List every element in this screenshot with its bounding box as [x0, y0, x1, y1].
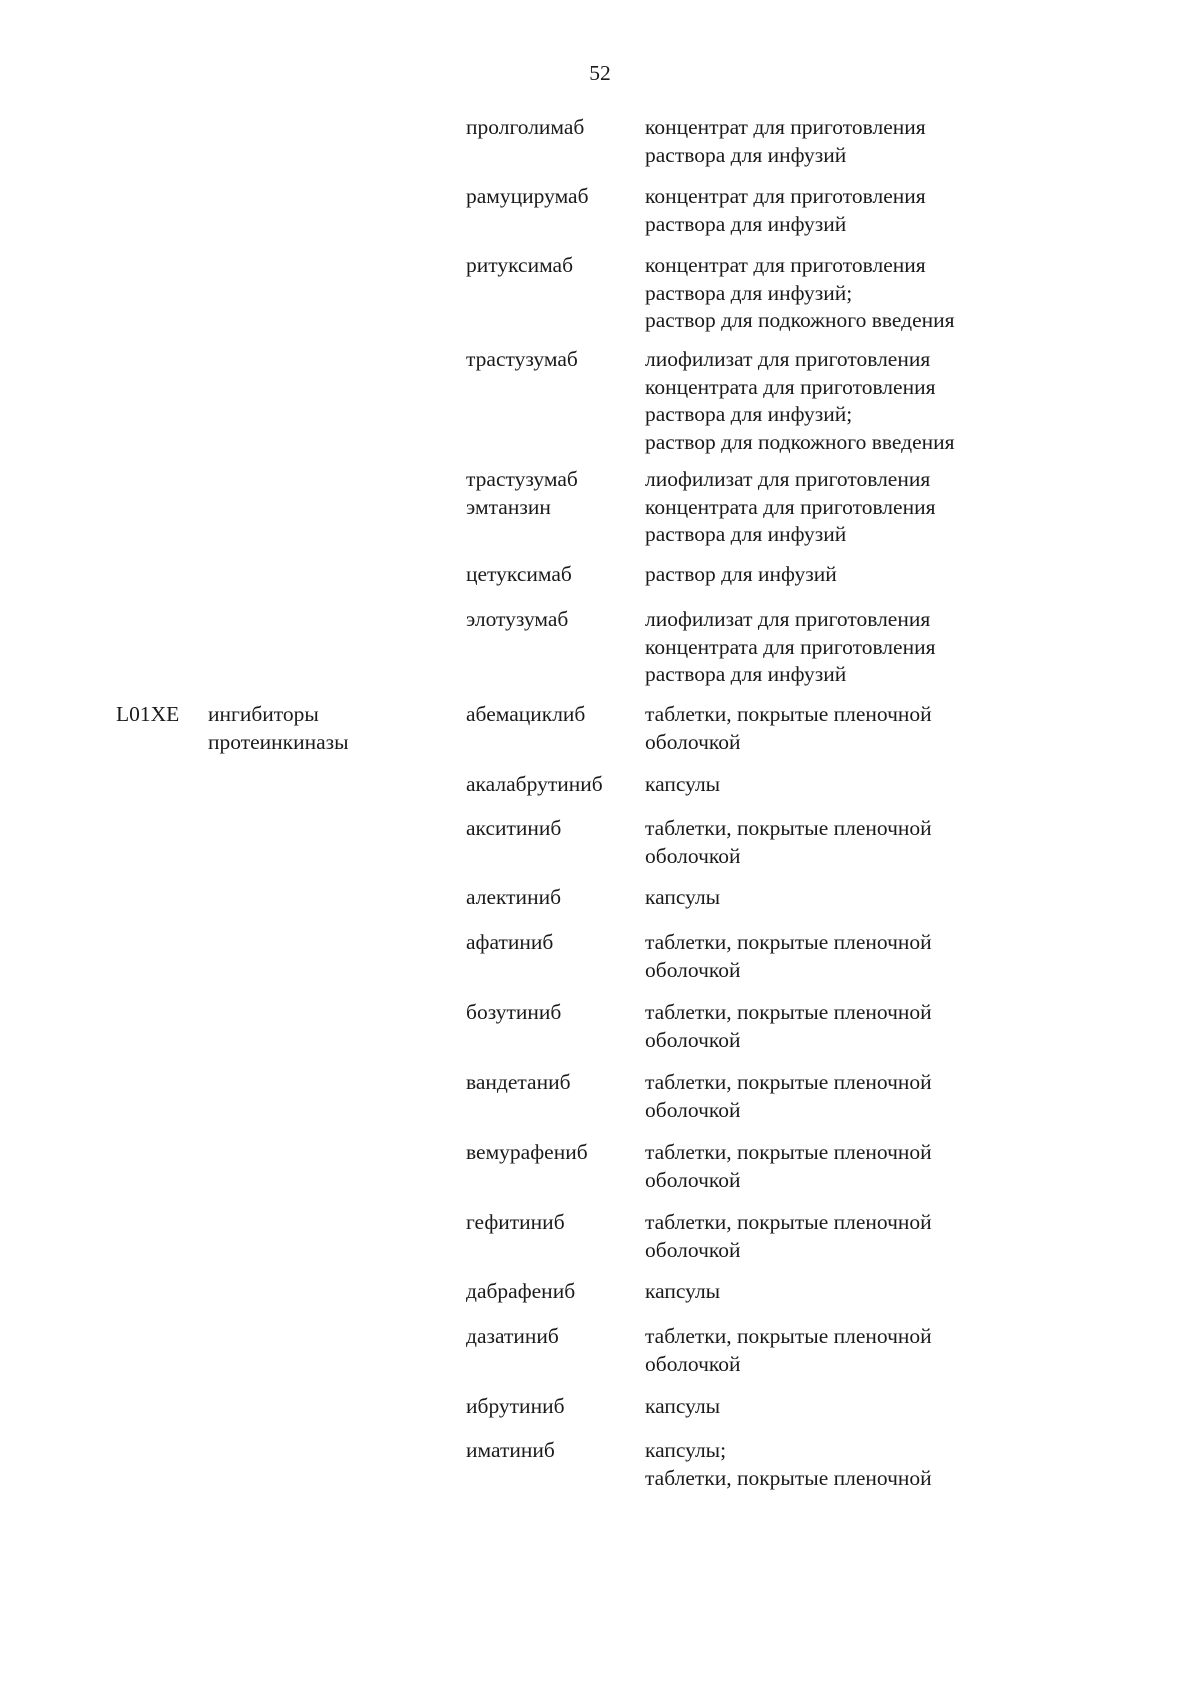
dosage-form-line: раствора для инфузий; — [645, 280, 853, 305]
dosage-form-line: капсулы; — [645, 1438, 727, 1462]
dosage-form — [645, 1278, 1185, 1306]
drug-name-line: пролголимаб — [466, 115, 585, 139]
atc-code: L01XE — [116, 702, 180, 726]
drug-name-line: трастузумаб — [466, 347, 578, 371]
drug-name — [466, 466, 646, 521]
dosage-form — [645, 346, 1185, 456]
dosage-form-line: концентрата для приготовления — [645, 494, 936, 519]
dosage-form-line: таблетки, покрытые пленочной — [645, 1465, 932, 1490]
drug-name-line: абемациклиб — [466, 702, 586, 726]
dosage-form-line: оболочкой — [645, 1097, 741, 1122]
drug-name-line: гефитиниб — [466, 1210, 565, 1234]
dosage-form — [645, 1323, 1185, 1378]
drug-name-line: ритуксимаб — [466, 253, 574, 277]
dosage-form-line: таблетки, покрытые пленочной — [645, 702, 932, 726]
pharmacological-group-line: протеинкиназы — [208, 729, 349, 754]
drug-name — [466, 606, 646, 634]
dosage-form-line: раствор для подкожного введения — [645, 308, 955, 332]
dosage-form-line: раствор для инфузий — [645, 562, 837, 586]
dosage-form-line: таблетки, покрытые пленочной — [645, 1070, 932, 1094]
dosage-form-line: капсулы — [645, 1279, 721, 1303]
page-number: 52 — [589, 61, 611, 85]
dosage-form-line: таблетки, покрытые пленочной — [645, 1324, 932, 1348]
drug-name-line: эмтанзин — [466, 494, 551, 519]
dosage-form — [645, 1069, 1185, 1124]
drug-name-line: рамуцирумаб — [466, 184, 589, 208]
dosage-form-line: таблетки, покрытые пленочной — [645, 1140, 932, 1164]
drug-name — [466, 1139, 646, 1167]
dosage-form-line: концентрат для приготовления — [645, 115, 926, 139]
dosage-form-line: концентрата для приготовления — [645, 634, 936, 659]
dosage-form-line: раствора для инфузий — [645, 662, 847, 686]
dosage-form-line: оболочкой — [645, 957, 741, 982]
drug-name-line: иматиниб — [466, 1438, 555, 1462]
drug-name-line: цетуксимаб — [466, 562, 572, 586]
dosage-form-line: капсулы — [645, 772, 721, 796]
dosage-form — [645, 884, 1185, 912]
dosage-form-line: концентрат для приготовления — [645, 253, 926, 277]
dosage-form-line: таблетки, покрытые пленочной — [645, 930, 932, 954]
drug-name — [466, 929, 646, 957]
drug-name — [466, 114, 646, 142]
drug-name-line: трастузумаб — [466, 467, 578, 491]
dosage-form — [645, 252, 1185, 335]
dosage-form-line: оболочкой — [645, 729, 741, 754]
dosage-form-line: капсулы — [645, 885, 721, 909]
drug-name — [466, 701, 646, 729]
drug-name — [466, 252, 646, 280]
dosage-form — [645, 1139, 1185, 1194]
dosage-form — [645, 606, 1185, 689]
drug-name — [466, 1393, 646, 1421]
drug-name — [466, 999, 646, 1027]
dosage-form — [645, 999, 1185, 1054]
drug-name — [466, 884, 646, 912]
dosage-form — [645, 815, 1185, 870]
dosage-form-line: раствора для инфузий — [645, 522, 847, 546]
drug-name — [466, 1278, 646, 1306]
drug-name — [466, 1437, 646, 1465]
drug-name — [466, 1323, 646, 1351]
dosage-form — [645, 183, 1185, 238]
drug-name-line: дабрафениб — [466, 1279, 576, 1303]
drug-name — [466, 815, 646, 843]
drug-name-line: акситиниб — [466, 816, 562, 840]
drug-name-line: элотузумаб — [466, 607, 569, 631]
dosage-form-line: концентрат для приготовления — [645, 184, 926, 208]
dosage-form-line: раствор для подкожного введения — [645, 429, 955, 454]
dosage-form-line: оболочкой — [645, 1237, 741, 1262]
dosage-form — [645, 466, 1185, 549]
drug-name — [466, 1069, 646, 1097]
drug-name-line: бозутиниб — [466, 1000, 562, 1024]
drug-name-line: алектиниб — [466, 885, 562, 909]
dosage-form — [645, 1437, 1185, 1492]
drug-name-line: ибрутиниб — [466, 1394, 565, 1418]
dosage-form — [645, 1393, 1185, 1421]
dosage-form — [645, 1209, 1185, 1264]
dosage-form-line: таблетки, покрытые пленочной — [645, 1210, 932, 1234]
dosage-form-line: концентрата для приготовления — [645, 374, 936, 399]
dosage-form-line: оболочкой — [645, 843, 741, 868]
drug-name — [466, 561, 646, 589]
dosage-form-line: лиофилизат для приготовления — [645, 347, 931, 371]
dosage-form-line: оболочкой — [645, 1167, 741, 1192]
dosage-form — [645, 771, 1185, 799]
dosage-form-line: раствора для инфузий — [645, 142, 847, 167]
pharmacological-group — [208, 701, 428, 756]
drug-name — [466, 771, 646, 799]
dosage-form — [645, 561, 1185, 589]
drug-name-line: дазатиниб — [466, 1324, 559, 1348]
drug-name-line: вандетаниб — [466, 1070, 571, 1094]
dosage-form-line: раствора для инфузий; — [645, 402, 853, 426]
pharmacological-group-line: ингибиторы — [208, 702, 319, 726]
drug-name — [466, 1209, 646, 1237]
dosage-form-line: оболочкой — [645, 1027, 741, 1052]
dosage-form — [645, 929, 1185, 984]
dosage-form — [645, 701, 1185, 756]
dosage-form-line: раствора для инфузий — [645, 211, 847, 236]
dosage-form-line: таблетки, покрытые пленочной — [645, 1000, 932, 1024]
dosage-form-line: оболочкой — [645, 1351, 741, 1376]
drug-name-line: вемурафениб — [466, 1140, 588, 1164]
dosage-form-line: лиофилизат для приготовления — [645, 607, 931, 631]
dosage-form-line: капсулы — [645, 1394, 721, 1418]
drug-name — [466, 346, 646, 374]
dosage-form — [645, 114, 1185, 169]
drug-name-line: акалабрутиниб — [466, 772, 603, 796]
dosage-form-line: таблетки, покрытые пленочной — [645, 816, 932, 840]
dosage-form-line: лиофилизат для приготовления — [645, 467, 931, 491]
drug-name-line: афатиниб — [466, 930, 554, 954]
drug-name — [466, 183, 646, 211]
